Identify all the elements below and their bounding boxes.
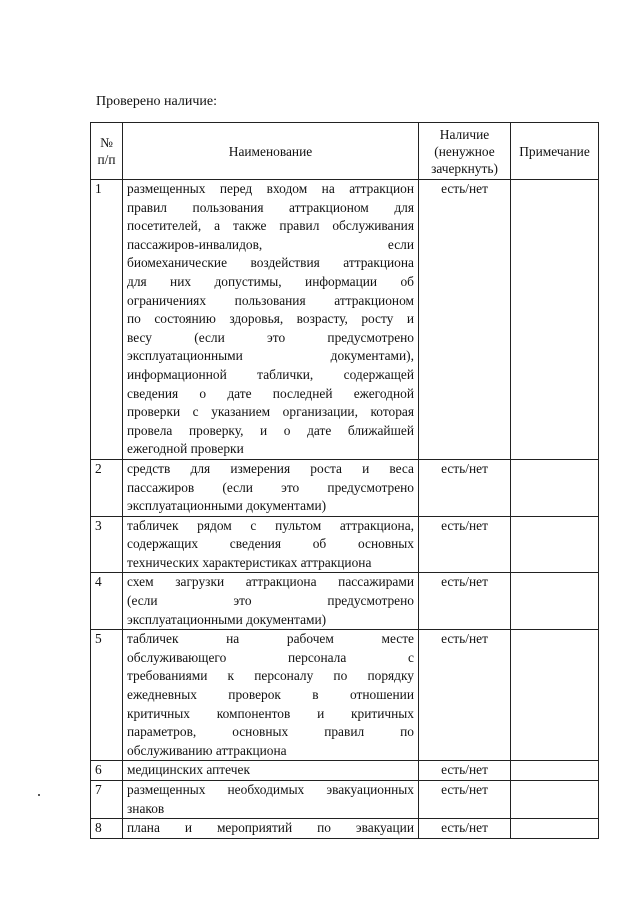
header-presence-line: зачеркнуть) bbox=[431, 160, 498, 176]
header-presence bbox=[419, 123, 511, 180]
row-name-line: табличек рядом с пультом аттракциона, bbox=[127, 517, 414, 533]
row-name-line: провела проверку, и о дате ближайшей bbox=[127, 422, 414, 438]
table-row bbox=[91, 630, 599, 761]
header-name: Наименование bbox=[123, 123, 419, 180]
header-num-line: № bbox=[100, 135, 113, 150]
row-name-line: табличек на рабочем месте bbox=[127, 631, 414, 647]
row-number: 1 bbox=[91, 180, 123, 460]
margin-dot bbox=[38, 794, 40, 796]
table-row bbox=[91, 180, 599, 460]
row-name bbox=[123, 516, 419, 573]
row-number: 3 bbox=[91, 516, 123, 573]
row-presence: есть/нет bbox=[419, 516, 511, 573]
row-presence: есть/нет bbox=[419, 761, 511, 781]
row-name-line: ограничениях пользования аттракционом bbox=[127, 292, 414, 308]
row-name-line: правил пользования аттракционом для bbox=[127, 199, 414, 215]
row-name-line: медицинских аптечек bbox=[127, 762, 250, 778]
table-body bbox=[91, 180, 599, 839]
row-name-line: весу (если это предусмотрено bbox=[127, 329, 414, 345]
row-number: 7 bbox=[91, 781, 123, 819]
row-name bbox=[123, 630, 419, 761]
row-name bbox=[123, 781, 419, 819]
header-num bbox=[91, 123, 123, 180]
row-name-line: средств для измерения роста и веса bbox=[127, 460, 414, 476]
row-number: 6 bbox=[91, 761, 123, 781]
row-note bbox=[511, 459, 599, 516]
row-name bbox=[123, 819, 419, 839]
row-number: 8 bbox=[91, 819, 123, 839]
header-presence-line: (ненужное bbox=[434, 143, 495, 159]
row-note bbox=[511, 516, 599, 573]
row-name-line: посетителей, а также правил обслуживания bbox=[127, 218, 414, 234]
row-presence: есть/нет bbox=[419, 180, 511, 460]
row-name bbox=[123, 459, 419, 516]
row-name-line: требованиями к персоналу по порядку bbox=[127, 668, 414, 684]
table-header bbox=[91, 123, 599, 180]
row-number: 2 bbox=[91, 459, 123, 516]
row-note bbox=[511, 180, 599, 460]
row-name-line: обслуживающего персонала с bbox=[127, 649, 414, 665]
row-name bbox=[123, 573, 419, 630]
row-name-line: параметров, основных правил по bbox=[127, 724, 414, 740]
row-name-line: критичных компонентов и критичных bbox=[127, 705, 414, 721]
row-name-line: пассажиров (если это предусмотрено bbox=[127, 479, 414, 495]
header-num-line: п/п bbox=[97, 152, 116, 167]
table-row bbox=[91, 573, 599, 630]
header-presence-line: Наличие bbox=[439, 126, 490, 142]
row-note bbox=[511, 573, 599, 630]
row-name bbox=[123, 761, 419, 781]
row-name-line: знаков bbox=[127, 800, 165, 816]
row-name-line: размещенных перед входом на аттракцион bbox=[127, 181, 414, 196]
table-row bbox=[91, 516, 599, 573]
row-name-line: эксплуатационными документами) bbox=[127, 498, 327, 514]
row-note bbox=[511, 781, 599, 819]
row-name-line: ежегодной проверки bbox=[127, 441, 244, 457]
row-name-line: информационной таблички, содержащей bbox=[127, 366, 414, 382]
row-note bbox=[511, 819, 599, 839]
row-number: 5 bbox=[91, 630, 123, 761]
row-name-line: плана и мероприятий по эвакуации bbox=[127, 820, 414, 836]
row-name-line: проверки с указанием организации, которая bbox=[127, 404, 414, 420]
row-name-line: для них допустимы, информации об bbox=[127, 273, 414, 289]
row-presence: есть/нет bbox=[419, 573, 511, 630]
row-note bbox=[511, 630, 599, 761]
row-number: 4 bbox=[91, 573, 123, 630]
row-name-line: технических характеристиках аттракциона bbox=[127, 554, 372, 570]
row-name-line: эксплуатационными документами), bbox=[127, 348, 414, 364]
row-name-line: пассажиров-инвалидов, если bbox=[127, 236, 414, 252]
row-name-line: схем загрузки аттракциона пассажирами bbox=[127, 574, 414, 590]
table-row bbox=[91, 819, 599, 839]
table-row bbox=[91, 459, 599, 516]
header-note: Примечание bbox=[511, 123, 599, 180]
row-name-line: размещенных необходимых эвакуационных bbox=[127, 782, 414, 797]
table-row bbox=[91, 781, 599, 819]
row-name-line: по состоянию здоровья, возрасту, росту и bbox=[127, 311, 414, 327]
row-name-line: ежедневных проверок в отношении bbox=[127, 687, 414, 703]
row-presence: есть/нет bbox=[419, 630, 511, 761]
row-name-line: эксплуатационными документами) bbox=[127, 611, 327, 627]
table-row bbox=[91, 761, 599, 781]
row-presence: есть/нет bbox=[419, 459, 511, 516]
page-heading: Проверено наличие: bbox=[96, 94, 218, 109]
row-presence: есть/нет bbox=[419, 819, 511, 839]
row-name-line: обслуживанию аттракциона bbox=[127, 742, 287, 758]
row-note bbox=[511, 761, 599, 781]
row-name-line: содержащих сведения об основных bbox=[127, 536, 414, 552]
row-name-line: (если это предусмотрено bbox=[127, 593, 414, 609]
row-name-line: биомеханические воздействия аттракциона bbox=[127, 255, 414, 271]
row-name-line: сведения о дате последней ежегодной bbox=[127, 385, 414, 401]
checklist-table bbox=[90, 122, 599, 839]
row-name bbox=[123, 180, 419, 460]
row-presence: есть/нет bbox=[419, 781, 511, 819]
